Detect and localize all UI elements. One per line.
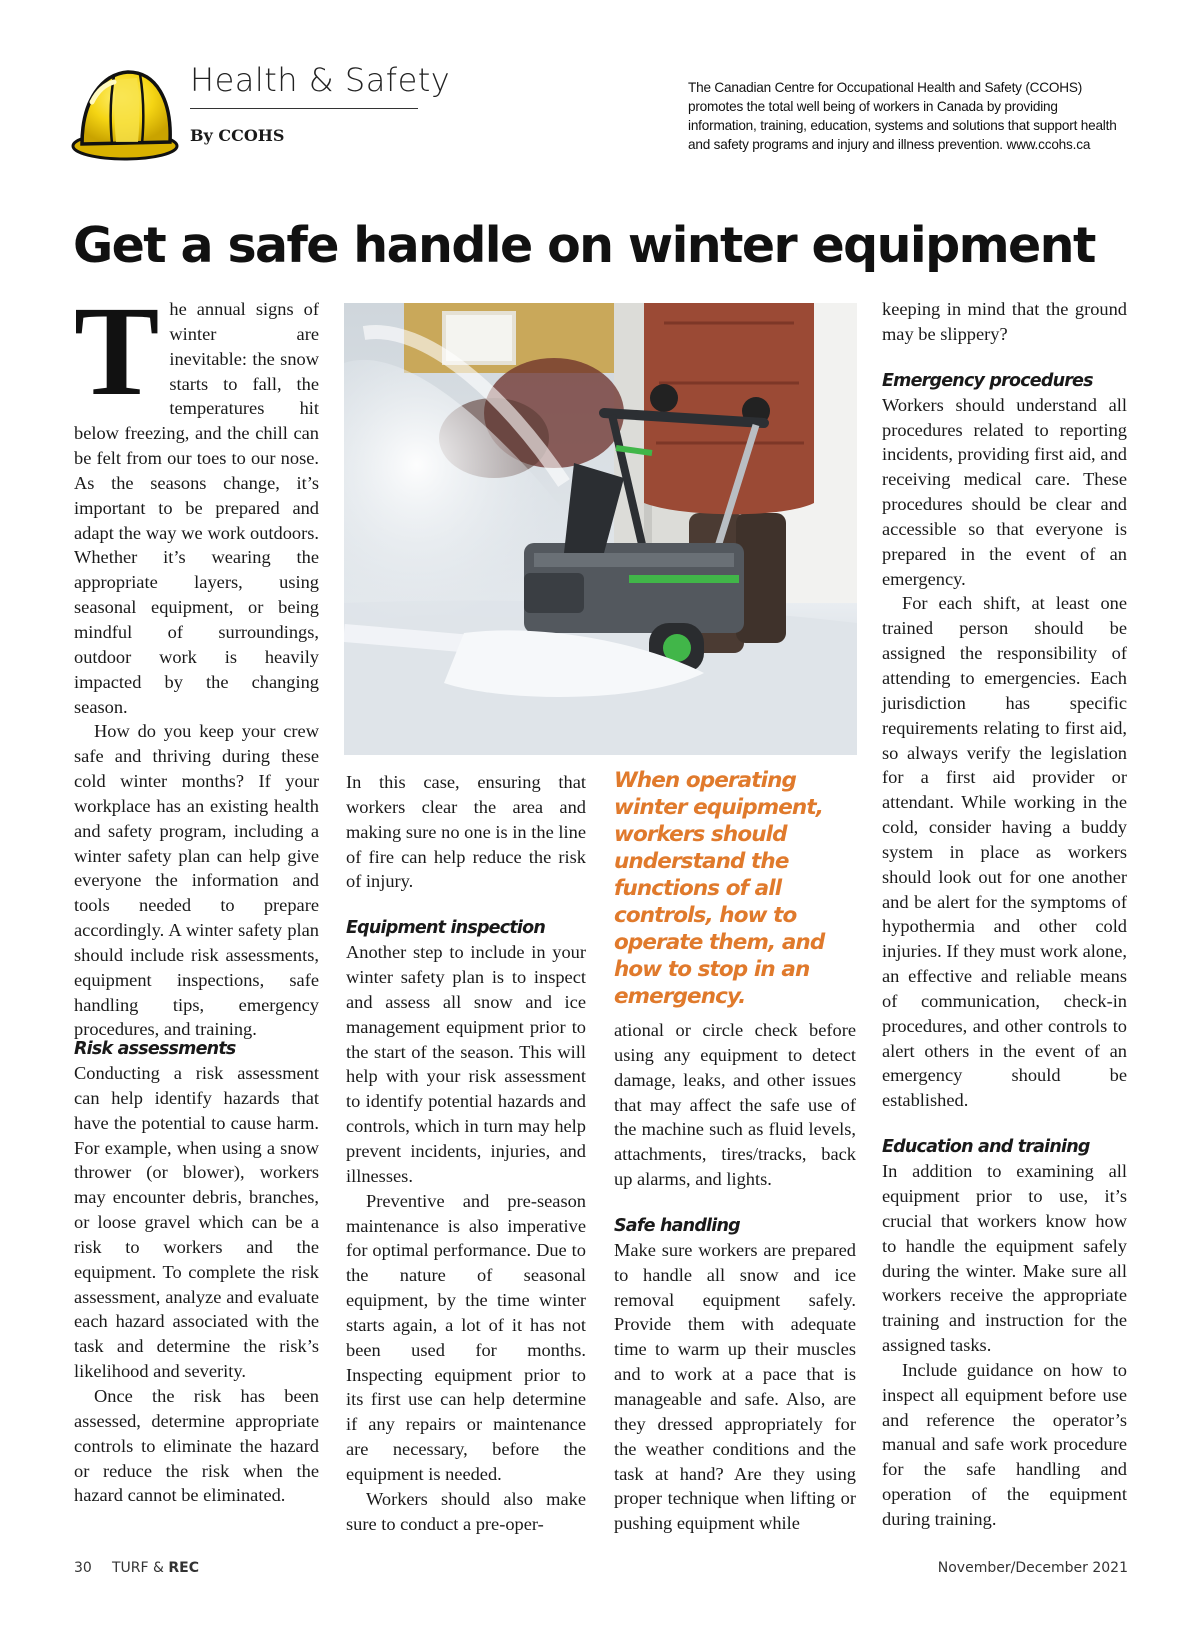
byline: By CCOHS [190,126,285,145]
section-title-rule [190,108,418,109]
subhead-risk-assessments: Risk assessments [74,1039,236,1059]
body-paragraph: In addition to examining all equipment prior to use, it’s crucial that workers know how to handle the equipment safely during the winter. Make sure all workers receive the appropriate training and instruction for the assigned tasks. [882,1161,1127,1356]
body-paragraph: How do you keep your crew safe and thriving during these cold winter months? If your workplace has an existing health and safety program, including a winter safety plan can help give everyone the information and tools needed to prepare accordingly. A winter safety plan should include risk assessments, equipment inspections, safe handling tips, emergency procedures, and training. [74,721,319,1040]
column-2 [346,770,586,1536]
column-3 [614,1018,856,1536]
pull-quote: When operating winter equipment, workers should understand the functions of all controls, how to operate them, and how to stop in an emergency. [614,768,825,1009]
column-4 [882,297,1127,1532]
body-paragraph: keeping in mind that the ground may be slippery? [882,299,1127,344]
body-paragraph: In this case, ensuring that workers clear the area and making sure no one is in the line of fire can help reduce the risk of injury. [346,772,586,892]
drop-cap: T [74,280,160,422]
issue-date: November/December 2021 [937,1560,1128,1576]
body-paragraph: For each shift, at least one trained person should be assigned the responsibility of attending to emergencies. Each jurisdiction has specific requirements relating to first aid, so always verify the legislation for a first aid provider or attendant. While working in the cold, consider having a buddy system in place as workers should look out for one another and be alert for the symptoms of hypothermia and other cold injuries. If they must work alone, an effective and reliable means of communication, check-in procedures, and other controls to alert others in the event of an emergency should be established. [882,593,1127,1111]
body-paragraph: Another step to include in your winter safety plan is to inspect and assess all snow and ice management equipment prior to the start of the season. This will help with your risk assessment to identify potential hazards and controls, which in turn may help prevent incidents, injuries, and illnesses. [346,942,586,1186]
body-paragraph: Once the risk has been assessed, determine appropriate controls to eliminate the hazard or reduce the risk when the hazard cannot be eliminated. [74,1385,319,1506]
page-number: 30 [74,1560,92,1576]
body-paragraph: Make sure workers are prepared to handle all snow and ice removal equipment safely. Provide them with adequate time to warm up their muscles and to work at a pace that is manageable and safe. Also, are they dressed appropriately for the weather conditions and the task at hand? Are they using proper technique when lifting or pushing equipment while [614,1239,856,1534]
body-paragraph: ational or circle check before using any equipment to detect damage, leaks, and other issues that may affect the safe use of the machine such as fluid levels, attachments, tires/tracks, back up alarms, and lights. [614,1020,856,1190]
subhead-education-training: Education and training [882,1137,1090,1158]
snow-blower-photo [344,303,857,755]
body-paragraph: Workers should also make sure to conduct a pre-oper- [346,1488,586,1534]
magazine-name-prefix: TURF & [112,1560,169,1576]
body-paragraph: Conducting a risk assessment can help identify hazards that have the potential to cause harm. For example, when using a snow thrower (or blower), workers may encounter debris, branches, or loose gravel which can be a risk to workers and the equipment. To complete the risk assessment, analyze and evaluate each hazard associated with the task and determine the risk’s likelihood and severity. [74,1063,319,1382]
body-paragraph: Preventive and pre-season maintenance is also imperative for optimal performance. Due to the nature of seasonal equipment, by the time winter starts again, a lot of it has not been used for months. Inspecting equipment prior to its first use can help determine if any repairs or maintenance are necessary, before the equipment is needed. [346,1190,586,1484]
section-title: Health & Safety [190,61,451,99]
ccohs-blurb: The Canadian Centre for Occupational Health and Safety (CCOHS) promotes the total well being of workers in Canada by providing information, training, education, systems and solutions that support health and safety programs and injury and illness prevention. www.ccohs.ca [688,80,1117,152]
column-1 [74,280,319,1508]
intro-paragraph: he annual signs of winter are inevitable: the snow starts to fall, the temperatures hit below freezing, and the chill can be felt from our toes to our nose. As the seasons change, it’s important to be prepared and adapt the way we work outdoors. Whether it’s wearing the appropriate layers, using seasonal equipment, or being mindful of surroundings, outdoor work is heavily impacted by the changing season. [74,299,319,717]
magazine-name [112,1560,199,1576]
magazine-name-bold: REC [168,1560,200,1576]
subhead-equipment-inspection: Equipment inspection [346,918,545,939]
hard-hat-icon [70,62,180,164]
body-paragraph: Include guidance on how to inspect all equipment before use and reference the operator’s manual and safe work procedure for the safe handling and operation of the equipment during training. [882,1359,1127,1529]
subhead-safe-handling: Safe handling [614,1215,740,1236]
subhead-emergency-procedures: Emergency procedures [882,370,1093,391]
intro-block [74,280,319,1040]
body-paragraph: Workers should understand all procedures related to reporting incidents, providing first aid, and receiving medical care. These procedures should be clear and accessible so that everyone is prepared in the event of an emergency. [882,394,1127,589]
headline: Get a safe handle on winter equipment [73,217,1095,274]
